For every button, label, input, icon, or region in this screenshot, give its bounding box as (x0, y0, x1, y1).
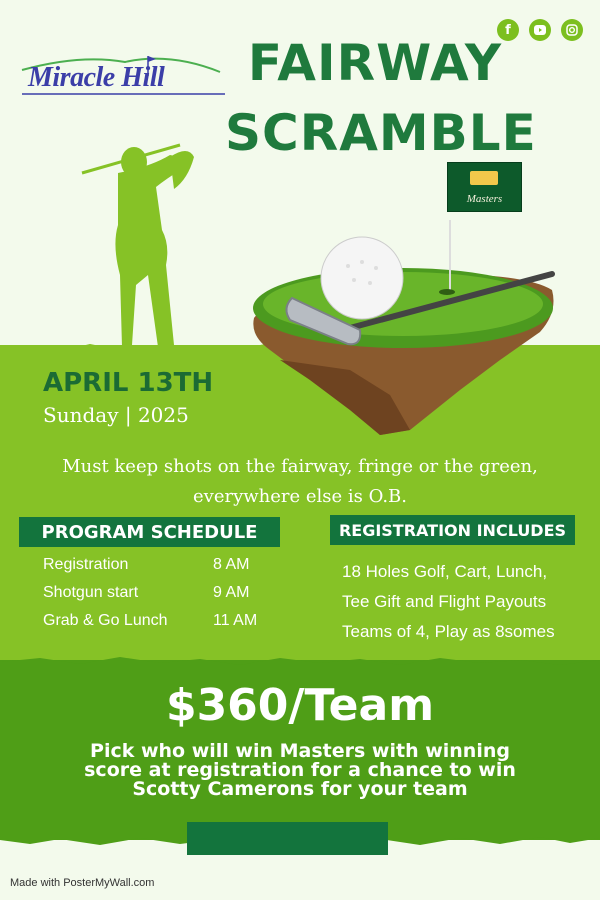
schedule-time: 11 AM (213, 612, 258, 629)
schedule-item (43, 553, 283, 581)
event-date: APRIL 13TH (43, 368, 214, 398)
title-line-2: SCRAMBLE (225, 104, 537, 162)
title-line-1: FAIRWAY (247, 34, 503, 92)
youtube-icon[interactable] (529, 19, 551, 41)
golfer-silhouette (70, 135, 200, 350)
torn-edge-middle (0, 650, 600, 676)
program-schedule-list (43, 553, 283, 637)
golf-island-illustration (240, 220, 560, 445)
masters-logo-text: Masters (466, 193, 503, 205)
registration-line: Teams of 4, Play as 8somes (342, 622, 555, 641)
schedule-event: Grab & Go Lunch (43, 612, 168, 629)
team-price: $360/Team (165, 680, 435, 731)
program-schedule-header: PROGRAM SCHEDULE (19, 517, 280, 547)
schedule-item (43, 609, 283, 637)
registration-line: 18 Holes Golf, Cart, Lunch, (342, 562, 548, 581)
masters-map-icon (470, 171, 498, 185)
logo-text: Miracle Hill (28, 62, 165, 93)
schedule-time: 8 AM (213, 556, 250, 573)
masters-logo (447, 162, 522, 212)
schedule-time: 9 AM (213, 584, 250, 601)
schedule-event: Shotgun start (43, 584, 139, 601)
registration-includes-header: REGISTRATION INCLUDES (330, 515, 575, 545)
facebook-icon[interactable]: f (497, 19, 519, 41)
credit-text: Made with PosterMyWall.com (10, 877, 155, 889)
instagram-icon[interactable] (561, 19, 583, 41)
schedule-event: Registration (43, 556, 129, 573)
registration-line: Tee Gift and Flight Payouts (342, 592, 547, 611)
event-day-year: Sunday | 2025 (43, 403, 189, 427)
registration-includes-list (342, 557, 592, 647)
schedule-item (43, 581, 283, 609)
cta-box[interactable] (187, 822, 388, 855)
rule-text: Must keep shots on the fairway, fringe or the green, everywhere else is O.B. (62, 456, 538, 507)
promo-text: Pick who will win Masters with winning score at registration for a chance to win Scotty Camerons for your team (84, 740, 516, 800)
